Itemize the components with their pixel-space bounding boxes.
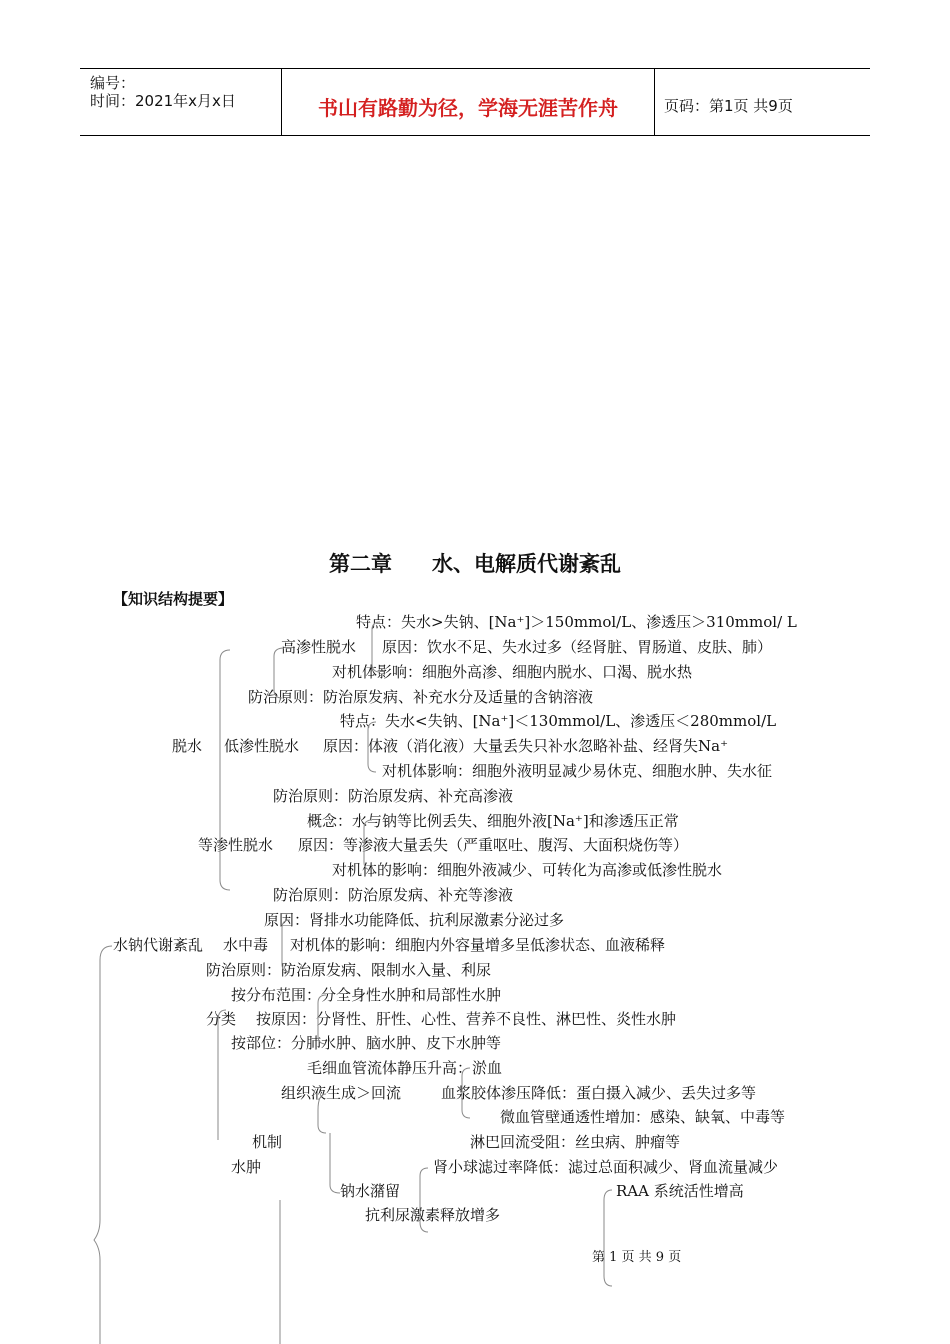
outline-line: 对机体影响：细胞外高渗、细胞内脱水、口渴、脱水热 — [332, 663, 693, 681]
section-heading: 【知识结构提要】 — [113, 590, 234, 608]
outline-line: 微血管壁通透性增加：感染、缺氧、中毒等 — [500, 1108, 786, 1126]
outline-node: 高渗性脱水 — [281, 638, 357, 656]
brace-raa — [604, 1190, 612, 1286]
outline-line: 按原因：分肾性、肝性、心性、营养不良性、淋巴性、炎性水肿 — [256, 1010, 677, 1028]
outline-node: 钠水潴留 — [340, 1182, 401, 1200]
outline-line: 按分布范围：分全身性水肿和局部性水肿 — [231, 986, 502, 1004]
outline-node: 机制 — [252, 1133, 283, 1151]
chapter-name: 水、电解质代谢紊乱 — [432, 552, 621, 576]
outline-line: 对机体的影响：细胞外液减少、可转化为高渗或低渗性脱水 — [332, 861, 723, 879]
brace-main — [94, 946, 112, 1344]
brace-water-intox — [282, 920, 290, 972]
outline-line: 淋巴回流受阻：丝虫病、肿瘤等 — [470, 1133, 681, 1151]
outline-line: 按部位：分肺水肿、脑水肿、皮下水肿等 — [231, 1034, 502, 1052]
outline-line: 对机体的影响：细胞内外容量增多呈低渗状态、血液稀释 — [290, 936, 666, 954]
outline-line: 肾小球滤过率降低：滤过总面积减少、肾血流量减少 — [433, 1158, 779, 1176]
brace-mechanism — [318, 1094, 340, 1193]
outline-line: 毛细血管流体静压升高：淤血 — [307, 1059, 503, 1077]
outline-line: 原因：肾排水功能降低、抗利尿激素分泌过多 — [264, 911, 565, 929]
brace-edema — [218, 1010, 226, 1140]
outline-line: 特点：失水>失钠、[Na⁺]＞150mmol/L、渗透压＞310mmol/ L — [356, 613, 797, 631]
outline-line: 原因：等渗液大量丢失（严重呕吐、腹泻、大面积烧伤等） — [298, 836, 689, 854]
outline-line: 特点：失水<失钠、[Na⁺]＜130mmol/L、渗透压＜280mmol/L — [340, 712, 777, 730]
brace-hyper — [372, 622, 380, 672]
brace-sodium — [420, 1168, 428, 1232]
outline-node: 脱水 — [172, 737, 203, 755]
brace-hyper-outer — [274, 648, 284, 698]
outline-node: 水肿 — [231, 1158, 262, 1176]
brace-dehydration — [220, 650, 230, 890]
brace-tissue — [462, 1068, 470, 1118]
brace-classify — [318, 995, 326, 1044]
outline-line: 防治原则：防治原发病、补充高渗液 — [273, 787, 514, 805]
serial-label: 编号： — [90, 74, 136, 92]
chapter-number: 第二章 — [329, 552, 392, 576]
header-motto: 书山有路勤为径，学海无涯苦作舟 — [318, 96, 618, 120]
brace-hypo — [368, 722, 376, 772]
outline-line: 防治原则：防治原发病、限制水入量、利尿 — [206, 961, 492, 979]
outline-line: 抗利尿激素释放增多 — [365, 1206, 501, 1224]
outline-node: 水钠代谢紊乱 — [113, 936, 204, 954]
outline-line: 概念：水与钠等比例丢失、细胞外液[Na⁺]和渗透压正常 — [307, 812, 679, 830]
outline-node: 等渗性脱水 — [198, 836, 274, 854]
brace-iso — [364, 820, 372, 870]
outline-line: 防治原则：防治原发病、补充水分及适量的含钠溶液 — [248, 688, 594, 706]
outline-line: 血浆胶体渗压降低：蛋白摄入减少、丢失过多等 — [441, 1084, 757, 1102]
outline-node: 分类 — [206, 1010, 237, 1028]
outline-line: 防治原则：防治原发病、补充等渗液 — [273, 886, 514, 904]
outline-line: 原因：饮水不足、失水过多（经肾脏、胃肠道、皮肤、肺） — [382, 638, 773, 656]
time-label: 时间：2021年x月x日 — [90, 92, 236, 110]
outline-line: 原因：体液（消化液）大量丢失只补水忽略补盐、经肾失Na⁺ — [323, 737, 728, 755]
outline-node: 水中毒 — [223, 936, 269, 954]
outline-line: 对机体影响：细胞外液明显减少易休克、细胞水肿、失水征 — [382, 762, 773, 780]
page-info: 页码：第1页 共9页 — [664, 97, 793, 115]
outline-node: 组织液生成＞回流 — [281, 1084, 402, 1102]
outline-line: RAA 系统活性增高 — [616, 1182, 744, 1200]
footer-page-number: 第 1 页 共 9 页 — [592, 1250, 682, 1265]
outline-node: 低渗性脱水 — [224, 737, 300, 755]
